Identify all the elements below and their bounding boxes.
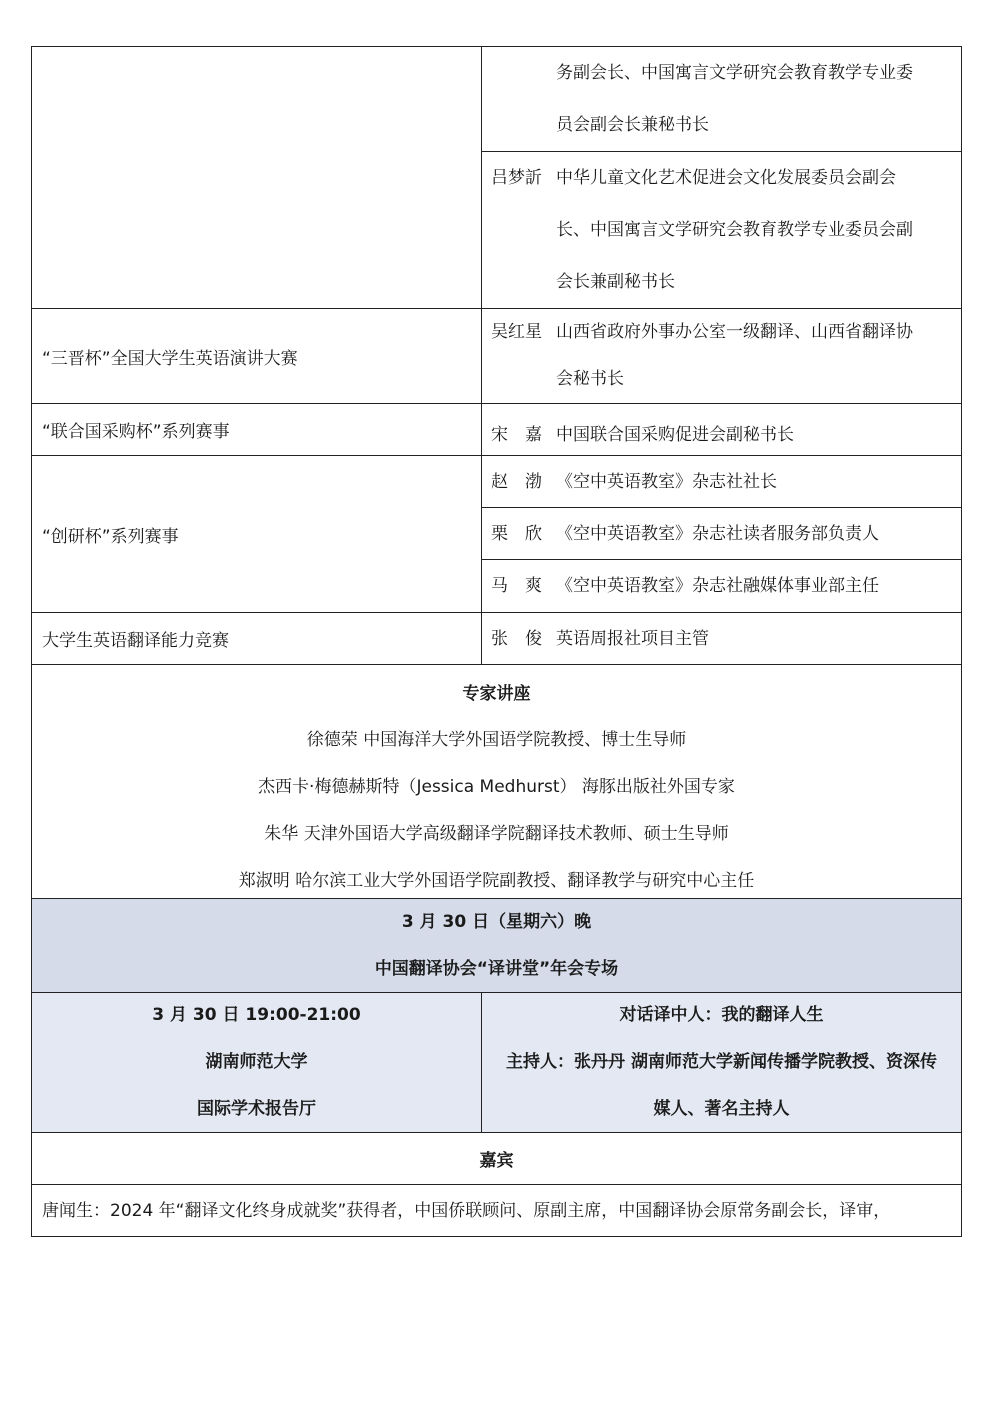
table-row	[31, 456, 962, 613]
person-title: 英语周报社项目主管	[556, 629, 709, 649]
person-name	[482, 47, 556, 151]
event-cell: “联合国采购杯”系列赛事	[32, 404, 482, 455]
person-title: 山西省政府外事办公室一级翻译、山西省翻译协 会秘书长	[556, 322, 913, 389]
person-name: 吴红星	[491, 322, 542, 342]
person-title: 《空中英语教室》杂志社读者服务部负责人	[556, 524, 879, 544]
person-name: 栗 欣	[491, 524, 542, 544]
person-name: 吕梦訢	[491, 168, 542, 188]
session-host-cont: 媒人、著名主持人	[653, 1099, 790, 1119]
section-title: 专家讲座	[462, 684, 531, 704]
person-row	[482, 152, 961, 308]
person-title: 《空中英语教室》杂志社融媒体事业部主任	[556, 576, 879, 596]
schedule-table	[31, 46, 962, 1237]
person-title: 中华儿童文化艺术促进会文化发展委员会副会 长、中国寓言文学研究会教育教学专业委员会副 会长兼副秘书长	[556, 168, 913, 292]
person-title: 务副会长、中国寓言文学研究会教育教学专业委 员会副会长兼秘书长	[556, 63, 913, 135]
session-time-cell	[32, 993, 482, 1132]
person-name: 马 爽	[491, 576, 542, 596]
table-row	[31, 404, 962, 456]
person-row	[482, 456, 961, 508]
session-info-row	[31, 993, 962, 1133]
lecture-item: 杰西卡·梅德赫斯特（Jessica Medhurst） 海豚出版社外国专家	[258, 777, 735, 797]
section-title: 嘉宾	[479, 1151, 514, 1171]
person-title: 《空中英语教室》杂志社社长	[556, 472, 777, 492]
guest-text: 唐闻生：2024 年“翻译文化终身成就奖”获得者，中国侨联顾问、原副主席，中国翻译协会原常务副会长，译审，	[42, 1200, 891, 1221]
table-row	[31, 613, 962, 665]
person-row	[482, 560, 961, 612]
session-venue: 湖南师范大学	[205, 1052, 308, 1072]
evening-header	[31, 899, 962, 993]
event-cell	[32, 47, 482, 308]
person-row	[482, 404, 961, 455]
person-name: 宋 嘉	[491, 425, 542, 445]
session-host: 主持人：张丹丹 湖南师范大学新闻传播学院教授、资深传	[506, 1052, 937, 1072]
guest-row	[31, 1185, 962, 1237]
session-topic: 对话译中人：我的翻译人生	[619, 1005, 824, 1025]
event-cell: “创研杯”系列赛事	[32, 456, 482, 612]
session-room: 国际学术报告厅	[197, 1099, 316, 1119]
evening-session: 中国翻译协会“译讲堂”年会专场	[374, 958, 619, 979]
person-title: 中国联合国采购促进会副秘书长	[556, 425, 794, 445]
person-row	[482, 613, 961, 664]
lecture-item: 郑淑明 哈尔滨工业大学外国语学院副教授、翻译教学与研究中心主任	[238, 871, 755, 891]
lecture-item: 徐德荣 中国海洋大学外国语学院教授、博士生导师	[306, 730, 687, 750]
person-row	[482, 47, 961, 152]
lectures-section	[31, 665, 962, 899]
event-cell: “三晋杯”全国大学生英语演讲大赛	[32, 309, 482, 403]
person-name: 张 俊	[491, 629, 542, 649]
person-name: 赵 渤	[491, 472, 542, 492]
session-time: 3 月 30 日 19:00-21:00	[152, 1005, 361, 1025]
event-cell: 大学生英语翻译能力竞赛	[32, 613, 482, 664]
person-row	[482, 508, 961, 560]
lecture-item: 朱华 天津外国语大学高级翻译学院翻译技术教师、硕士生导师	[264, 824, 729, 844]
table-row	[31, 309, 962, 404]
evening-date: 3 月 30 日（星期六）晚	[401, 911, 592, 932]
session-topic-cell	[482, 993, 961, 1132]
guests-header	[31, 1133, 962, 1185]
table-row	[31, 46, 962, 309]
person-row	[482, 309, 961, 403]
